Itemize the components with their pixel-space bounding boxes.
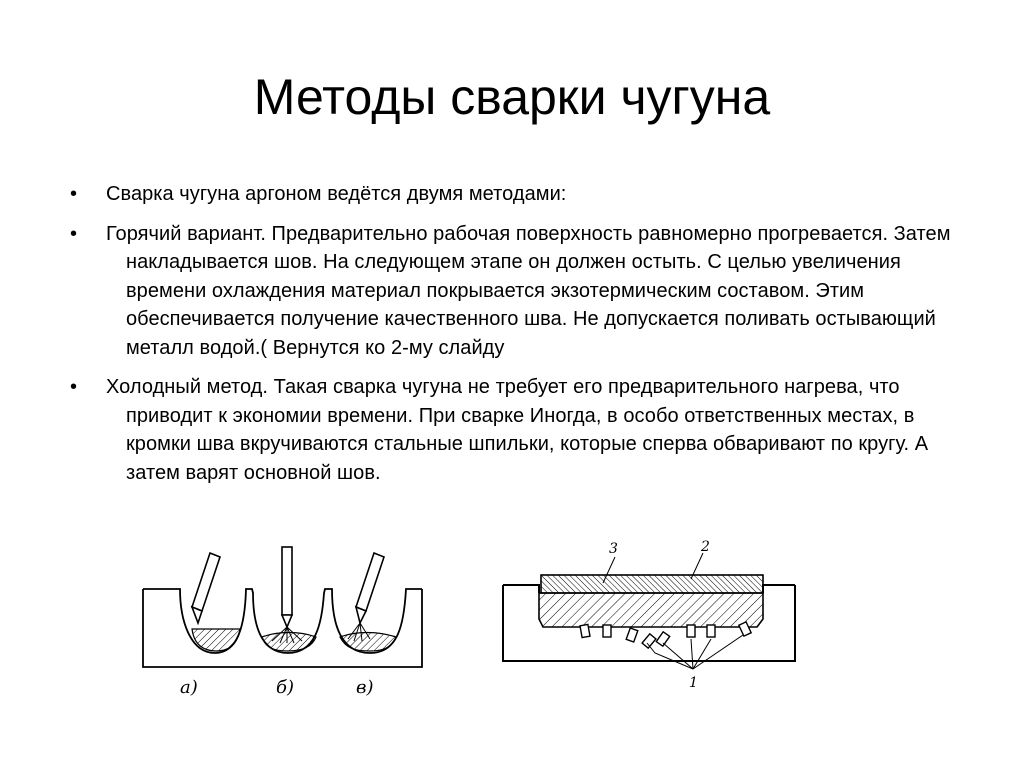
figure-label-c: в) — [356, 677, 374, 698]
studded-weld-figure — [495, 535, 815, 695]
weld-top-layer — [541, 575, 763, 593]
bullet-list — [70, 180, 970, 498]
bullet-marker: • — [70, 222, 78, 245]
slide-title: Методы сварки чугуна — [253, 69, 771, 125]
bullet-item — [70, 180, 970, 209]
bullet-text: Холодный метод. Такая сварка чугуна не требует его предварительного нагрева, что приводит к экономии времени. При сварке Иногда, в особо ответственных местах, в кромки шва вкручиваются стальные шпильки, которые сперва обваривают по кругу. А затем варят основной шов. — [106, 376, 929, 484]
electrode-b — [272, 547, 302, 643]
part-label-1: 1 — [689, 675, 698, 691]
electrode-c — [348, 553, 384, 641]
bullet-marker: • — [70, 376, 78, 398]
welding-positions-figure — [140, 545, 430, 705]
part-label-2: 2 — [701, 539, 710, 555]
bullet-marker: • — [70, 183, 78, 205]
weld-seam — [539, 593, 763, 627]
bullet-item — [70, 373, 970, 487]
figure-label-a: а) — [180, 677, 198, 698]
electrode-a — [192, 553, 220, 623]
bullet-item — [70, 220, 970, 363]
part-label-3: 3 — [609, 541, 618, 557]
bullet-text: Сварка чугуна аргоном ведётся двумя методами: — [106, 183, 567, 205]
bullet-text: Горячий вариант. Предварительно рабочая поверхность равномерно прогревается. Затем накладывается шов. На следующем этапе он должен остыть. С целью увеличения времени охлаждения материал покрывается экзотермическим составом. Этим обеспечивается получение качественного шва. Не допускается поливать остывающий металл водой.( Вернутся ко 2-му слайду — [106, 222, 951, 359]
figure-label-b: б) — [276, 677, 295, 698]
